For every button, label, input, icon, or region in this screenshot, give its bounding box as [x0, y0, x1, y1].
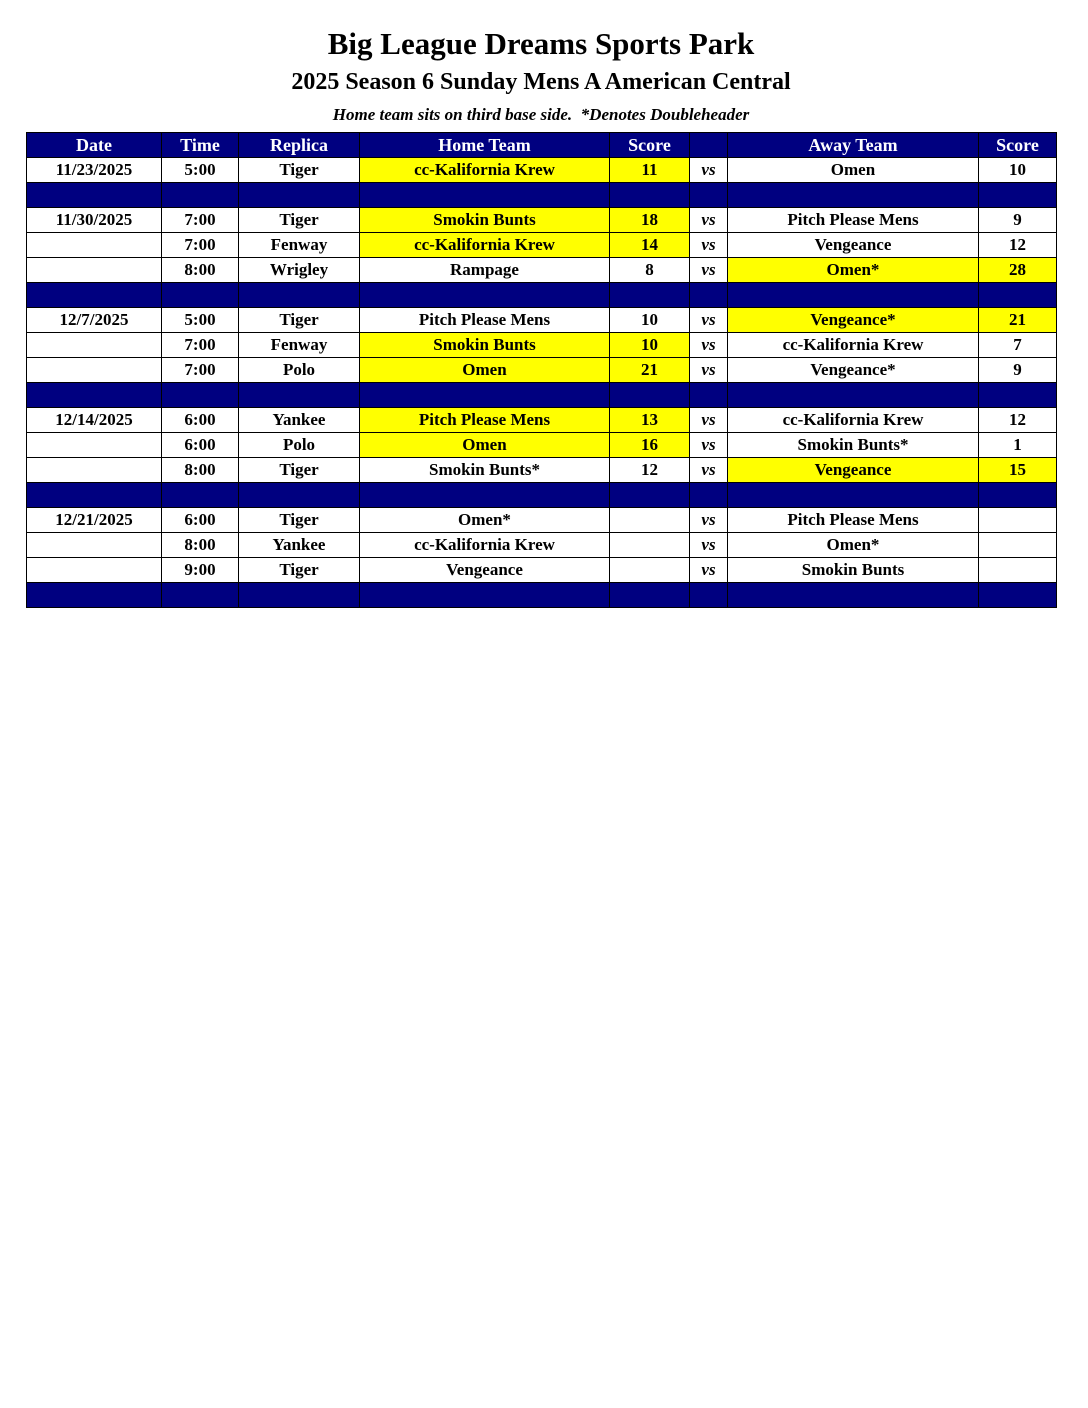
separator-cell [690, 383, 728, 408]
home-team-cell: Smokin Bunts [360, 333, 610, 358]
table-row [27, 358, 1057, 383]
away-score-cell: 21 [979, 308, 1057, 333]
away-team-cell: Omen* [728, 258, 979, 283]
separator-cell [27, 283, 162, 308]
separator-cell [27, 483, 162, 508]
home-score-cell: 10 [610, 308, 690, 333]
separator-cell [979, 283, 1057, 308]
column-header-home-score: Score [610, 133, 690, 158]
away-score-cell [979, 508, 1057, 533]
away-team-cell: cc-Kalifornia Krew [728, 333, 979, 358]
away-score-cell: 12 [979, 233, 1057, 258]
time-cell: 6:00 [162, 508, 239, 533]
time-cell: 5:00 [162, 158, 239, 183]
date-cell [27, 533, 162, 558]
home-team-cell: cc-Kalifornia Krew [360, 158, 610, 183]
separator-cell [610, 283, 690, 308]
away-team-cell: Vengeance [728, 458, 979, 483]
replica-cell: Tiger [239, 508, 360, 533]
date-cell [27, 458, 162, 483]
separator-cell [162, 583, 239, 608]
date-cell [27, 233, 162, 258]
separator-cell [27, 183, 162, 208]
date-cell: 12/14/2025 [27, 408, 162, 433]
date-cell: 11/30/2025 [27, 208, 162, 233]
separator-cell [979, 383, 1057, 408]
date-cell [27, 433, 162, 458]
time-cell: 6:00 [162, 408, 239, 433]
home-team-cell: Rampage [360, 258, 610, 283]
separator-cell [239, 583, 360, 608]
away-score-cell: 7 [979, 333, 1057, 358]
away-score-cell: 15 [979, 458, 1057, 483]
schedule-body [27, 158, 1057, 608]
separator-cell [162, 283, 239, 308]
separator-cell [690, 583, 728, 608]
home-team-cell: cc-Kalifornia Krew [360, 533, 610, 558]
away-team-cell: Vengeance* [728, 358, 979, 383]
separator-cell [979, 483, 1057, 508]
time-cell: 9:00 [162, 558, 239, 583]
table-row [27, 258, 1057, 283]
table-row [27, 533, 1057, 558]
column-header-time: Time [162, 133, 239, 158]
replica-cell: Polo [239, 358, 360, 383]
separator-cell [162, 383, 239, 408]
vs-cell: vs [690, 308, 728, 333]
home-team-cell: Omen* [360, 508, 610, 533]
time-cell: 8:00 [162, 533, 239, 558]
date-cell [27, 333, 162, 358]
date-cell: 11/23/2025 [27, 158, 162, 183]
vs-cell: vs [690, 508, 728, 533]
away-score-cell: 1 [979, 433, 1057, 458]
date-cell [27, 558, 162, 583]
time-cell: 7:00 [162, 358, 239, 383]
column-header-date: Date [27, 133, 162, 158]
home-team-cell: Pitch Please Mens [360, 308, 610, 333]
replica-cell: Polo [239, 433, 360, 458]
vs-cell: vs [690, 233, 728, 258]
separator-cell [239, 383, 360, 408]
home-team-cell: Omen [360, 358, 610, 383]
separator-cell [239, 283, 360, 308]
replica-cell: Fenway [239, 333, 360, 358]
schedule-note: Home team sits on third base side. *Denotes Doubleheader [332, 105, 750, 124]
table-row [27, 408, 1057, 433]
separator-cell [360, 483, 610, 508]
table-row [27, 308, 1057, 333]
separator-cell [360, 183, 610, 208]
vs-cell: vs [690, 208, 728, 233]
home-score-cell: 14 [610, 233, 690, 258]
column-header-away-team: Away Team [728, 133, 979, 158]
away-team-cell: Vengeance [728, 233, 979, 258]
home-score-cell: 16 [610, 433, 690, 458]
replica-cell: Tiger [239, 558, 360, 583]
away-team-cell: Smokin Bunts* [728, 433, 979, 458]
home-score-cell: 21 [610, 358, 690, 383]
schedule-table [26, 132, 1057, 608]
table-header-row [27, 133, 1057, 158]
vs-cell: vs [690, 358, 728, 383]
table-row [27, 208, 1057, 233]
home-score-cell: 8 [610, 258, 690, 283]
table-row [27, 458, 1057, 483]
home-score-cell [610, 533, 690, 558]
vs-cell: vs [690, 558, 728, 583]
separator-cell [360, 383, 610, 408]
away-score-cell [979, 533, 1057, 558]
table-row [27, 333, 1057, 358]
vs-cell: vs [690, 533, 728, 558]
separator-cell [690, 483, 728, 508]
time-cell: 7:00 [162, 208, 239, 233]
date-cell: 12/7/2025 [27, 308, 162, 333]
replica-cell: Tiger [239, 208, 360, 233]
time-cell: 7:00 [162, 333, 239, 358]
table-row [27, 433, 1057, 458]
separator-cell [162, 183, 239, 208]
separator-cell [728, 383, 979, 408]
away-score-cell: 9 [979, 358, 1057, 383]
away-team-cell: Vengeance* [728, 308, 979, 333]
home-score-cell: 11 [610, 158, 690, 183]
separator-cell [610, 583, 690, 608]
replica-cell: Tiger [239, 458, 360, 483]
home-score-cell: 18 [610, 208, 690, 233]
column-header-vs [690, 133, 728, 158]
separator-row [27, 283, 1057, 308]
separator-row [27, 483, 1057, 508]
time-cell: 7:00 [162, 233, 239, 258]
home-score-cell [610, 508, 690, 533]
table-row [27, 508, 1057, 533]
separator-cell [979, 583, 1057, 608]
vs-cell: vs [690, 433, 728, 458]
away-score-cell: 9 [979, 208, 1057, 233]
separator-cell [728, 583, 979, 608]
away-score-cell: 12 [979, 408, 1057, 433]
separator-cell [27, 583, 162, 608]
away-team-cell: Pitch Please Mens [728, 508, 979, 533]
date-cell [27, 358, 162, 383]
away-team-cell: Omen* [728, 533, 979, 558]
home-score-cell: 13 [610, 408, 690, 433]
home-team-cell: Smokin Bunts [360, 208, 610, 233]
replica-cell: Wrigley [239, 258, 360, 283]
home-team-cell: Pitch Please Mens [360, 408, 610, 433]
separator-cell [360, 283, 610, 308]
separator-row [27, 583, 1057, 608]
separator-cell [239, 483, 360, 508]
date-cell [27, 258, 162, 283]
home-team-cell: Omen [360, 433, 610, 458]
page-subtitle: 2025 Season 6 Sunday Mens A American Central [291, 69, 791, 95]
time-cell: 5:00 [162, 308, 239, 333]
separator-cell [690, 183, 728, 208]
separator-cell [728, 183, 979, 208]
replica-cell: Tiger [239, 308, 360, 333]
separator-row [27, 383, 1057, 408]
replica-cell: Yankee [239, 408, 360, 433]
vs-cell: vs [690, 158, 728, 183]
away-team-cell: Smokin Bunts [728, 558, 979, 583]
separator-cell [610, 183, 690, 208]
replica-cell: Fenway [239, 233, 360, 258]
home-score-cell: 12 [610, 458, 690, 483]
separator-cell [690, 283, 728, 308]
home-score-cell: 10 [610, 333, 690, 358]
replica-cell: Tiger [239, 158, 360, 183]
home-score-cell [610, 558, 690, 583]
home-team-cell: Vengeance [360, 558, 610, 583]
vs-cell: vs [690, 408, 728, 433]
separator-cell [728, 483, 979, 508]
separator-cell [979, 183, 1057, 208]
date-cell: 12/21/2025 [27, 508, 162, 533]
away-team-cell: cc-Kalifornia Krew [728, 408, 979, 433]
away-score-cell [979, 558, 1057, 583]
table-row [27, 158, 1057, 183]
away-team-cell: Pitch Please Mens [728, 208, 979, 233]
vs-cell: vs [690, 458, 728, 483]
vs-cell: vs [690, 258, 728, 283]
separator-cell [360, 583, 610, 608]
away-score-cell: 10 [979, 158, 1057, 183]
home-team-cell: Smokin Bunts* [360, 458, 610, 483]
vs-cell: vs [690, 333, 728, 358]
separator-cell [610, 483, 690, 508]
separator-cell [610, 383, 690, 408]
separator-row [27, 183, 1057, 208]
column-header-home-team: Home Team [360, 133, 610, 158]
table-row [27, 233, 1057, 258]
replica-cell: Yankee [239, 533, 360, 558]
separator-cell [239, 183, 360, 208]
time-cell: 6:00 [162, 433, 239, 458]
separator-cell [728, 283, 979, 308]
table-row [27, 558, 1057, 583]
page-title: Big League Dreams Sports Park [327, 26, 755, 61]
column-header-replica: Replica [239, 133, 360, 158]
away-score-cell: 28 [979, 258, 1057, 283]
home-team-cell: cc-Kalifornia Krew [360, 233, 610, 258]
time-cell: 8:00 [162, 258, 239, 283]
separator-cell [27, 383, 162, 408]
column-header-away-score: Score [979, 133, 1057, 158]
away-team-cell: Omen [728, 158, 979, 183]
time-cell: 8:00 [162, 458, 239, 483]
separator-cell [162, 483, 239, 508]
